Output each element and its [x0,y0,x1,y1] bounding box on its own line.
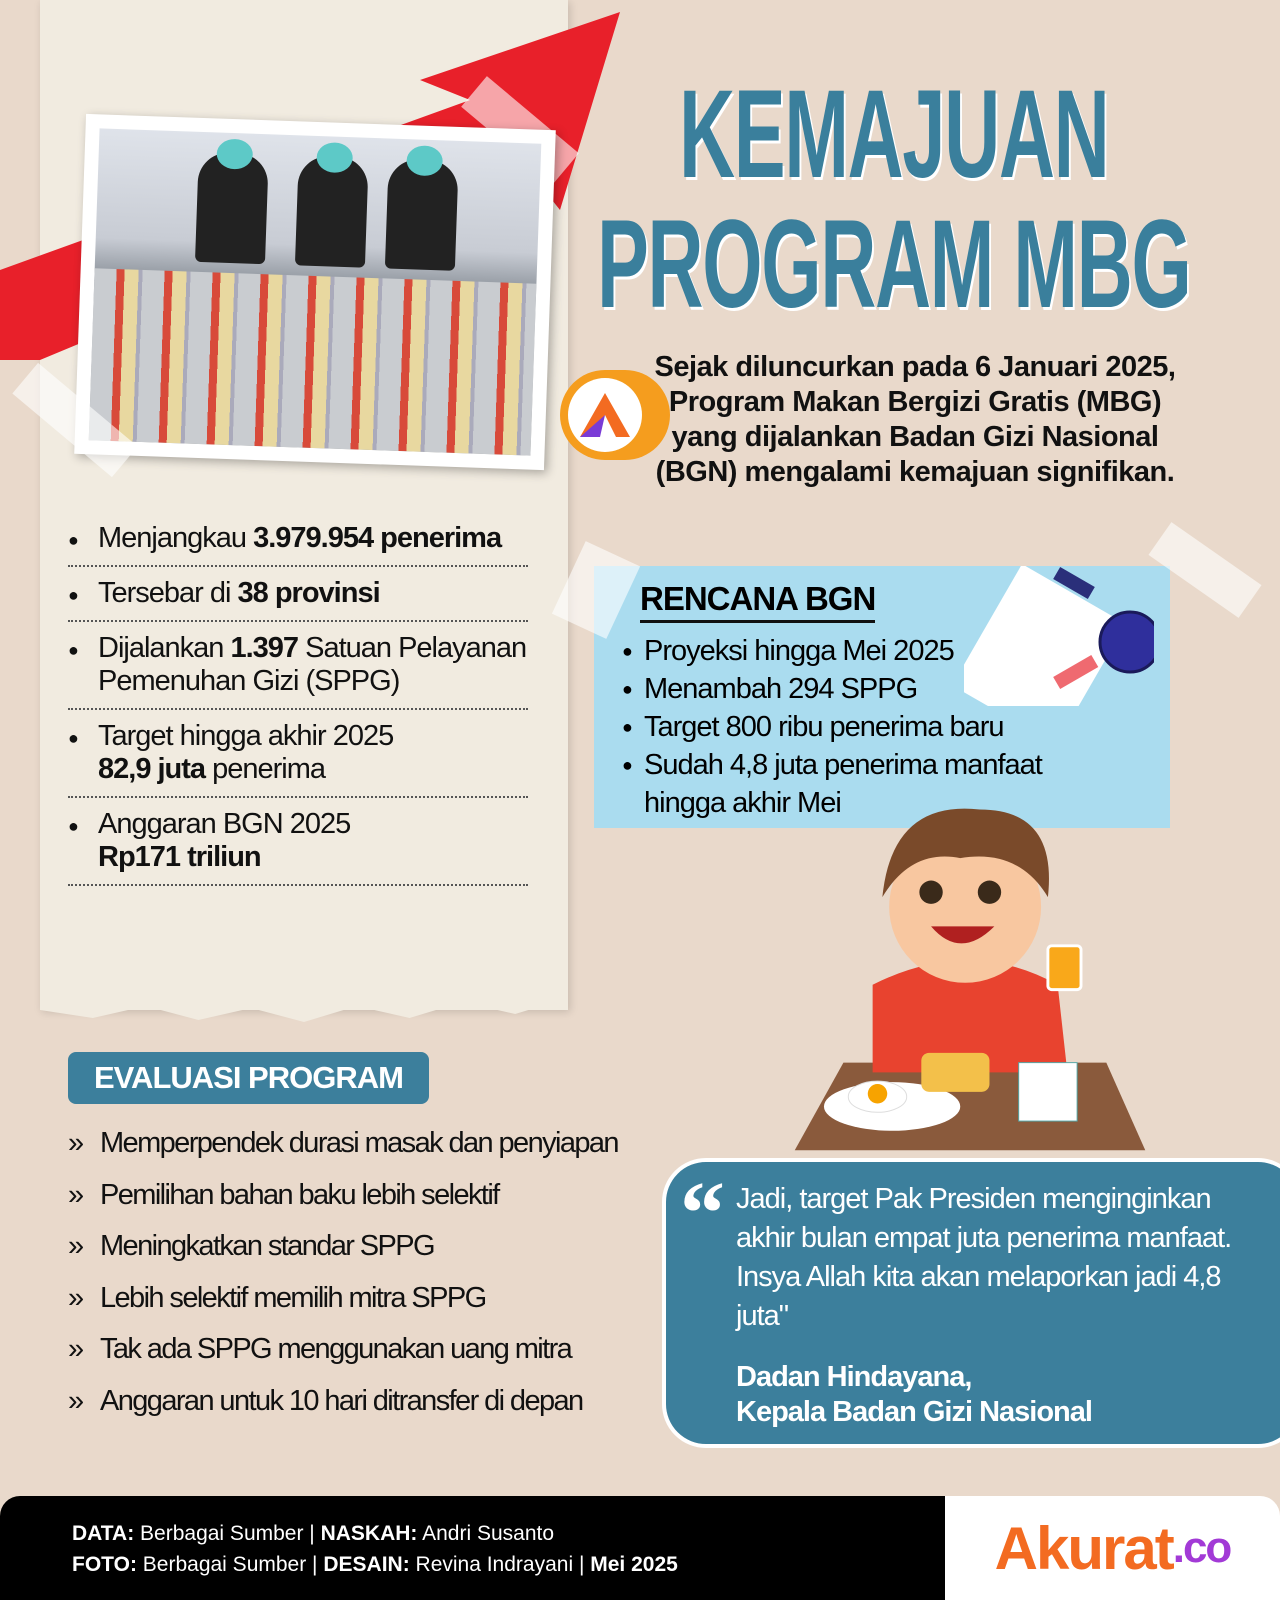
quote-text: Jadi, target Pak Presiden menginginkan akhir bulan empat juta penerima manfaat. Insya Allah kita akan melaporkan jadi 4,8 juta" [736,1183,1232,1332]
page-title [590,65,1198,334]
brand-logo: Akurat .co [945,1496,1280,1600]
rencana-title: RENCANA BGN [640,580,875,623]
evaluasi-title: EVALUASI PROGRAM [68,1052,429,1104]
credits-line-2: FOTO: Berbagai Sumber | DESAIN: Revina Indrayani | Mei 2025 [72,1553,678,1576]
stat-item: ● Dijalankan 1.397 Satuan Pelayanan Pemenuhan Gizi (SPPG) [68,628,528,710]
quote-author: Dadan Hindayana, Kepala Badan Gizi Nasional [736,1361,1092,1428]
evaluasi-item: » Anggaran untuk 10 hari ditransfer di depan [68,1376,652,1428]
paper-torn-edge [40,990,568,1030]
evaluasi-list [68,1118,652,1427]
evaluasi-item: » Tak ada SPPG menggunakan uang mitra [68,1324,652,1376]
rencana-panel [594,566,1170,828]
evaluasi-item: » Meningkatkan standar SPPG [68,1221,652,1273]
stat-item: ● Target hingga akhir 2025 82,9 juta penerima [68,716,528,798]
rencana-item: ● Menambah 294 SPPG [622,670,1042,708]
quote-box [662,1158,1280,1448]
evaluasi-item: » Memperpendek durasi masak dan penyiapan [68,1118,652,1170]
credits-line-1: DATA: Berbagai Sumber | NASKAH: Andri Susanto [72,1522,555,1545]
stat-item: ● Menjangkau 3.979.954 penerima [68,518,528,567]
rencana-item: ● Proyeksi hingga Mei 2025 [622,632,1042,670]
kitchen-photo [74,114,556,470]
stats-list [68,518,528,892]
rencana-item: ● Target 800 ribu penerima baru [622,708,1042,746]
title-line-2: PROGRAM MBG [597,195,1191,334]
quote-mark-icon: “ [680,1164,725,1263]
credits-footer [0,1496,945,1600]
evaluasi-item: » Lebih selektif memilih mitra SPPG [68,1273,652,1325]
title-line-1: KEMAJUAN [679,65,1109,204]
child-eating-illustration [780,790,1160,1160]
clipboard-magnifier-icon [964,566,1154,706]
stat-item: ● Anggaran BGN 2025 Rp171 triliun [68,804,528,886]
rencana-item: ● Sudah 4,8 juta penerima manfaat hingga akhir Mei [622,746,1042,822]
akurat-a-icon [580,393,630,437]
stat-item: ● Tersebar di 38 provinsi [68,573,528,622]
evaluasi-item: » Pemilihan bahan baku lebih selektif [68,1170,652,1222]
intro-text: Sejak diluncurkan pada 6 Januari 2025, Program Makan Bergizi Gratis (MBG) yang dijalankan Badan Gizi Nasional (BGN) mengalami kemajuan signifikan. [654,351,1176,488]
